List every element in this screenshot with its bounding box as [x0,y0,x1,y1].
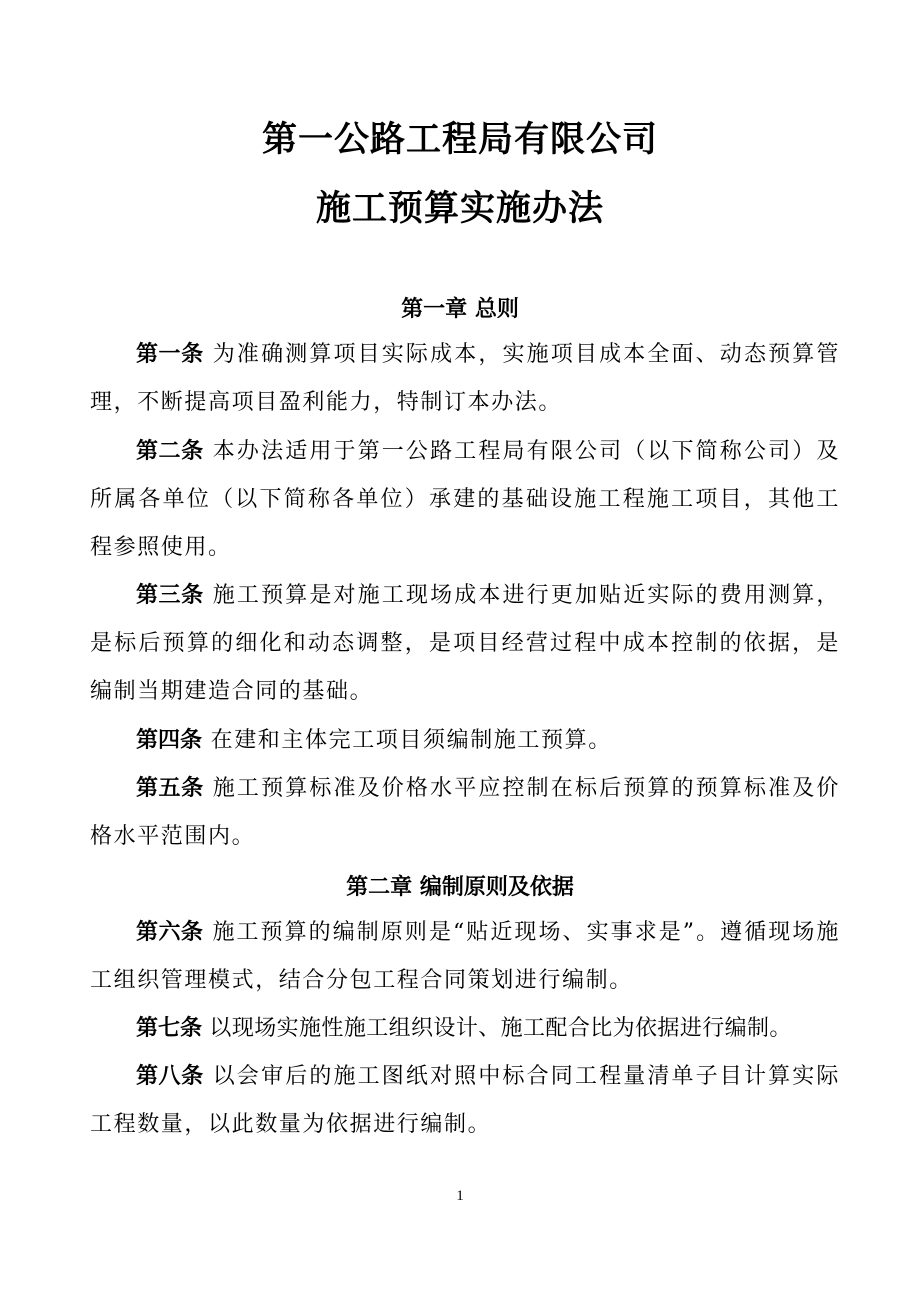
article-text: 在建和主体完工项目须编制施工预算。 [210,728,612,753]
article-text: 以现场实施性施工组织设计、施工配合比为依据进行编制。 [209,1016,792,1041]
chapter-heading-2: 第二章 编制原则及依据 [346,875,574,900]
article-1 [90,331,840,427]
article-label: 第四条 [136,728,203,753]
article-text: 为准确测算项目实际成本，实施项目成本全面、动态预算管理，不断提高项目盈利能力，特制订本办法。 [90,342,840,415]
article-label: 第三条 [136,583,204,608]
article-3 [90,572,840,716]
article-text: 施工预算的编制原则是“贴近现场、实事求是”。遵循现场施工组织管理模式，结合分包工程合同策划进行编制。 [90,920,840,993]
article-label: 第一条 [136,342,204,367]
article-5 [90,765,840,861]
article-label: 第八条 [136,1064,204,1089]
document-title: 第一公路工程局有限公司 [261,120,658,160]
article-text: 本办法适用于第一公路工程局有限公司（以下简称公司）及所属各单位（以下简称各单位）承建的基础设施工程施工项目，其他工程参照使用。 [90,439,840,560]
article-text: 以会审后的施工图纸对照中标合同工程量清单子目计算实际工程数量，以此数量为依据进行编制。 [90,1064,840,1137]
article-7 [90,1005,840,1053]
article-text: 施工预算是对施工现场成本进行更加贴近实际的费用测算，是标后预算的细化和动态调整，是项目经营过程中成本控制的依据，是编制当期建造合同的基础。 [90,583,840,704]
article-8 [90,1053,840,1149]
article-2 [90,428,840,572]
article-label: 第五条 [136,776,204,801]
article-label: 第二条 [136,439,204,464]
article-label: 第七条 [136,1016,203,1041]
article-label: 第六条 [136,920,204,945]
article-text: 施工预算标准及价格水平应控制在标后预算的预算标准及价格水平范围内。 [90,776,840,849]
chapter-heading-1: 第一章 总则 [401,297,519,322]
page-number: 1 [456,1188,464,1204]
document-subtitle: 施工预算实施办法 [315,189,604,229]
article-4 [90,717,840,765]
article-6 [90,909,840,1005]
